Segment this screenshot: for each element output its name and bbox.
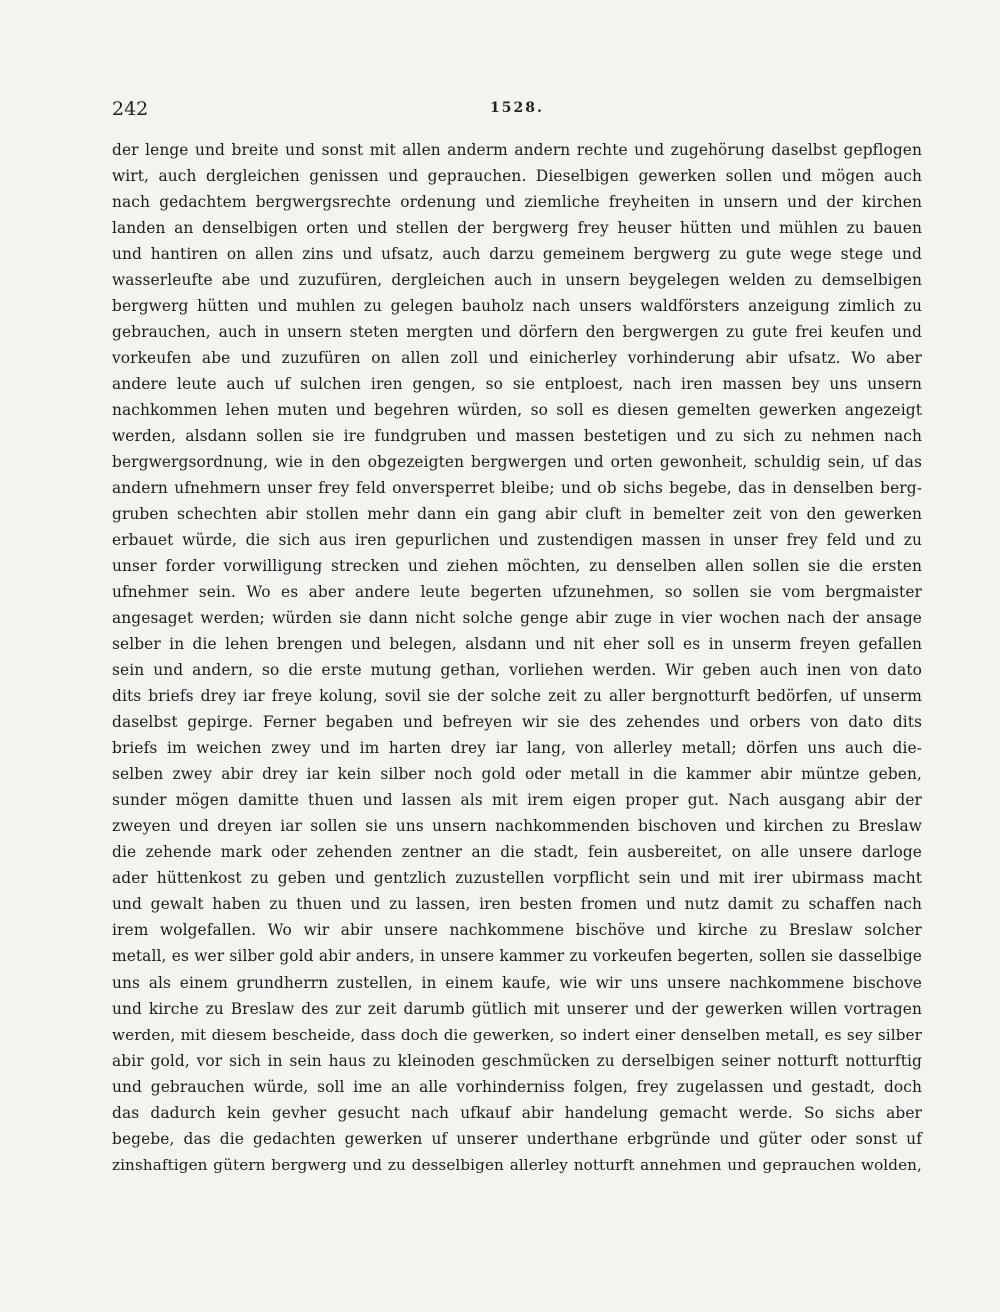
text-line: sunder mögen damitte thuen und lassen als mit irem eigen proper gut. Nach ausgang abir der [112, 791, 922, 810]
text-line: gebrauchen, auch in unsern steten mergten und dörfern den bergwergen zu gute frei keufen und [112, 323, 922, 342]
text-line: zweyen und dreyen iar sollen sie uns unsern nachkommenden bischoven und kirchen zu Breslaw [112, 817, 922, 836]
text-line: erbauet würde, die sich aus iren gepurlichen und zustendigen massen in unser frey feld und zu [112, 531, 922, 550]
text-line: abir gold, vor sich in sein haus zu kleinoden geschmücken zu derselbigen seiner notturft notturftig [112, 1051, 922, 1070]
text-line: nachkommen lehen muten und begehren würden, so soll es diesen gemelten gewerken angezeigt [112, 401, 922, 420]
text-line: daselbst gepirge. Ferner begaben und befreyen wir sie des zehendes und orbers von dato dits [112, 713, 922, 732]
text-line: wirt, auch dergleichen genissen und geprauchen. Dieselbigen gewerken sollen und mögen auch [112, 167, 922, 186]
text-line: zinshaftigen gütern bergwerg und zu desselbigen allerley notturft annehmen und geprauchen wolden, [112, 1155, 922, 1174]
page-header [112, 98, 922, 128]
text-line: vorkeufen abe und zuzufüren on allen zoll und einicherley vorhinderung abir ufsatz. Wo aber [112, 349, 922, 368]
text-line: die zehende mark oder zehenden zentner an die stadt, fein ausbereitet, on alle unsere darloge [112, 843, 922, 862]
text-line: angesaget werden; würden sie dann nicht solche genge abir zuge in vier wochen nach der ansage [112, 609, 922, 628]
text-line: und hantiren on allen zins und ufsatz, auch darzu gemeinem bergwerg zu gute wege stege und [112, 245, 922, 264]
text-line: unser forder vorwilligung strecken und ziehen möchten, zu denselben allen sollen sie die ersten [112, 557, 922, 576]
text-line: und kirche zu Breslaw des zur zeit darumb gütlich mit unserer und der gewerken willen vortragen [112, 999, 922, 1018]
text-line: sein und andern, so die erste mutung gethan, vorliehen werden. Wir geben auch inen von dato [112, 661, 922, 680]
text-line: werden, mit diesem bescheide, dass doch die gewerken, so indert einer denselben metall, es sey silber [112, 1025, 922, 1044]
text-line: andern ufnehmern unser frey feld onversperret bleibe; und ob sichs begebe, das in denselben berg- [112, 479, 922, 498]
text-line: briefs im weichen zwey und im harten drey iar lang, von allerley metall; dörfen uns auch die- [112, 739, 922, 758]
text-line: nach gedachtem bergwergsrechte ordenung und ziemliche freyheiten in unsern und der kirchen [112, 193, 922, 212]
text-line: der lenge und breite und sonst mit allen anderm andern rechte und zugehörung daselbst gepflogen [112, 141, 922, 159]
text-line: ader hüttenkost zu geben und gentzlich zuzustellen vorpflicht sein und mit irer ubirmass macht [112, 869, 922, 888]
text-line: werden, alsdann sollen sie ire fundgruben und massen bestetigen und zu sich zu nehmen nach [112, 427, 922, 446]
text-line: dits briefs drey iar freye kolung, sovil sie der solche zeit zu aller bergnotturft bedörfen, uf unserm [112, 687, 922, 706]
text-line: irem wolgefallen. Wo wir abir unsere nachkommene bischöve und kirche zu Breslaw solcher [112, 921, 922, 940]
text-line: ufnehmer sein. Wo es aber andere leute begerten ufzunehmen, so sollen sie vom bergmaister [112, 583, 922, 602]
text-line: landen an denselbigen orten und stellen der bergwerg frey heuser hütten und mühlen zu bauen [112, 219, 922, 238]
text-line: gruben schechten abir stollen mehr dann ein gang abir cluft in bemelter zeit von den gewerken [112, 505, 922, 524]
year-heading: 1528. [490, 100, 544, 116]
text-line: selber in die lehen brengen und belegen, alsdann und nit eher soll es in unserm freyen gefallen [112, 635, 922, 654]
text-line: bergwergsordnung, wie in den obgezeigten bergwergen und orten gewonheit, schuldig sein, uf das [112, 453, 922, 472]
text-line: uns als einem grundherrn zustellen, in einem kaufe, wie wir uns unsere nachkommene bischove [112, 973, 922, 992]
text-line: wasserleufte abe und zuzufüren, dergleichen auch in unsern beygelegen welden zu demselbigen [112, 271, 922, 290]
body-text [112, 137, 922, 1178]
text-line: das dadurch kein gevher gesucht nach ufkauf abir handelung gemacht werde. So sichs aber [112, 1103, 922, 1122]
text-line: und gewalt haben zu thuen und zu lassen, iren besten fromen und nutz damit zu schaffen nach [112, 895, 922, 914]
text-line: metall, es wer silber gold abir anders, in unsere kammer zu vorkeufen begerten, sollen sie dasselbige [112, 947, 922, 966]
text-line: begebe, das die gedachten gewerken uf unserer underthane erbgründe und güter oder sonst uf [112, 1129, 922, 1148]
text-line: und gebrauchen würde, soll ime an alle vorhinderniss folgen, frey zugelassen und gestadt, doch [112, 1077, 922, 1096]
text-line: bergwerg hütten und muhlen zu gelegen bauholz nach unsers waldförsters anzeigung zimlich zu [112, 297, 922, 316]
text-line: andere leute auch uf sulchen iren gengen, so sie entploest, nach iren massen bey uns unsern [112, 375, 922, 394]
text-line: selben zwey abir drey iar kein silber noch gold oder metall in die kammer abir müntze geben, [112, 765, 922, 784]
page-number: 242 [112, 98, 149, 120]
